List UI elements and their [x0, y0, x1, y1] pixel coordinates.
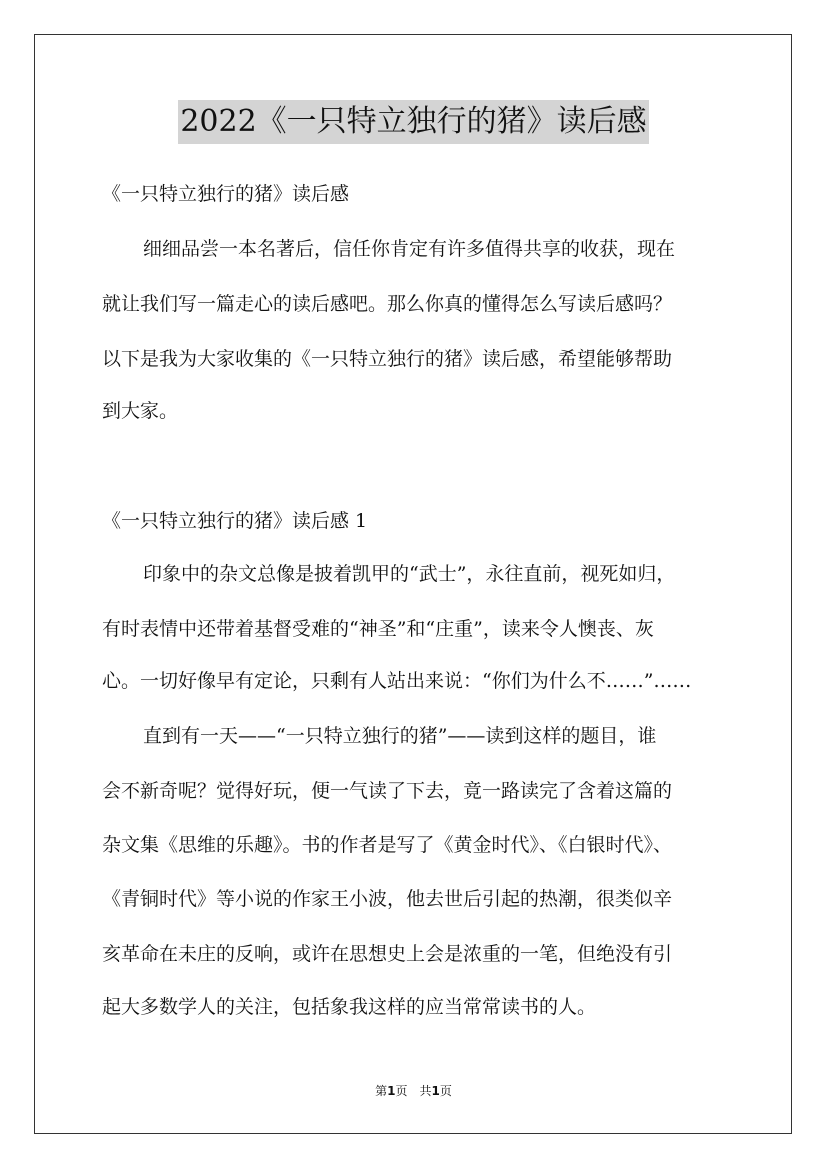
- document-title: 2022《一只特立独行的猪》读后感: [178, 100, 648, 144]
- paragraph-line: 会不新奇呢？觉得好玩，便一气读了下去，竟一路读完了含着这篇的: [102, 780, 673, 802]
- paragraph-line: 以下是我为大家收集的《一只特立独行的猪》读后感，希望能够帮助: [102, 348, 673, 370]
- paragraph-line: 就让我们写一篇走心的读后感吧。那么你真的懂得怎么写读后感吗？: [102, 293, 673, 315]
- paragraph-line: 亥革命在未庄的反响，或许在思想史上会是浓重的一笔，但绝没有引: [102, 943, 673, 965]
- page-footer: [0, 1083, 827, 1099]
- paragraph-line: 《青铜时代》等小说的作家王小波，他去世后引起的热潮，很类似辛: [102, 888, 673, 910]
- paragraph-line: 起大多数学人的关注，包括象我这样的应当常常读书的人。: [102, 996, 597, 1018]
- total-suffix: 页: [439, 1084, 452, 1098]
- paragraph-line: 细细品尝一本名著后，信任你肯定有许多值得共享的收获，现在: [143, 238, 676, 260]
- paragraph-line: 杂文集《思维的乐趣》。书的作者是写了《黄金时代》、《白银时代》、: [102, 834, 673, 856]
- paragraph-line: 有时表情中还带着基督受难的“神圣”和“庄重”，读来令人懊丧、灰: [102, 618, 654, 640]
- page-prefix: 第: [375, 1084, 388, 1098]
- paragraph-line: 到大家。: [102, 400, 179, 422]
- paragraph-line: 直到有一天——“一只特立独行的猪”——读到这样的题目，谁: [143, 725, 657, 747]
- title-container: [0, 100, 827, 144]
- section-heading: 《一只特立独行的猪》读后感 1: [102, 510, 368, 532]
- page-number: 1: [387, 1084, 396, 1098]
- page-suffix: 页: [395, 1084, 408, 1098]
- total-prefix: 共: [419, 1084, 432, 1098]
- section-heading: 《一只特立独行的猪》读后感: [102, 183, 350, 205]
- paragraph-line: 印象中的杂文总像是披着凯甲的“武士”，永往直前，视死如归，: [143, 563, 676, 585]
- paragraph-line: 心。一切好像早有定论，只剩有人站出来说：“你们为什么不……”……: [102, 670, 692, 692]
- total-pages: 1: [431, 1084, 440, 1098]
